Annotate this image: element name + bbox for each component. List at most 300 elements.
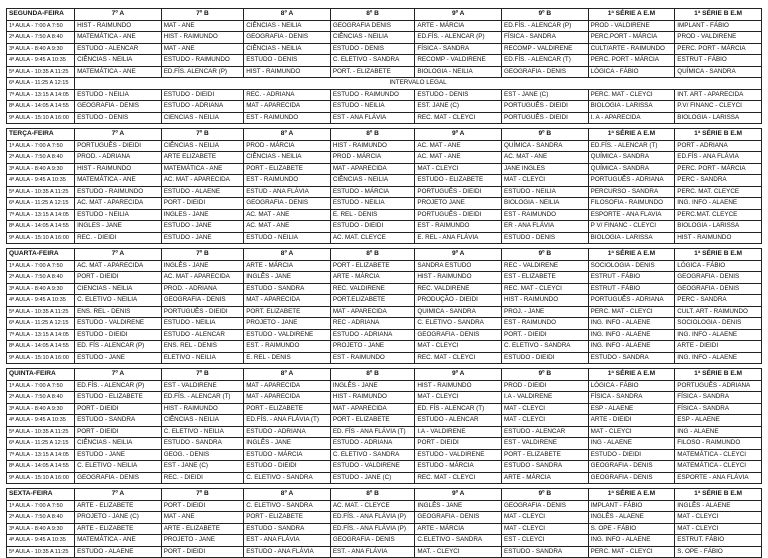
lesson-time: 4ª AULA - 9:45 A 10:35 — [7, 295, 75, 307]
schedule-cell: ESTUDO - ADRIANA — [330, 438, 415, 450]
class-column-header: 9º A — [415, 369, 502, 381]
schedule-cell: C. ELETIVO - SANDRA — [502, 341, 589, 353]
schedule-cell: BIOLOGIA - LARISSA — [675, 221, 762, 233]
schedule-cell: GEOGRAFIA - DENIS — [75, 101, 162, 113]
schedule-cell: PORT - ADRIANA — [675, 140, 762, 152]
lesson-row — [7, 403, 762, 415]
schedule-cell: REC - VALDIRENE — [502, 260, 589, 272]
schedule-cell: EST - ANA FLÁVIA — [330, 112, 415, 124]
schedule-cell: ESTUDO - SANDRA — [75, 415, 162, 427]
schedule-cell: PRODUÇÃO - DIEIDI — [415, 295, 502, 307]
schedule-cell: PROD. - ADRIANA — [161, 283, 244, 295]
lesson-row — [7, 461, 762, 473]
schedule-cell: ELETIVO - NEILIA — [161, 352, 244, 364]
lesson-row — [7, 392, 762, 404]
schedule-cell: HIST - RAIMUNDO — [675, 232, 762, 244]
schedule-cell: INT. ART - APARECIDA — [675, 89, 762, 101]
lesson-time: 7ª AULA - 13:15 A 14:05 — [7, 209, 75, 221]
schedule-cell: C. ELETIVO - SANDRA — [244, 500, 331, 512]
class-column-header: 7º B — [161, 249, 244, 261]
lesson-time: 6ª AULA - 11:25 A 12:15 — [7, 438, 75, 450]
lesson-time: 8ª AULA - 14:05 A 14:55 — [7, 221, 75, 233]
lesson-time: 3ª AULA - 8:40 A 9:30 — [7, 523, 75, 535]
lesson-row — [7, 66, 762, 78]
class-column-header: 1ª SÉRIE A E.M — [588, 489, 675, 501]
class-column-header: 9º A — [415, 129, 502, 141]
lesson-time: 7ª AULA - 13:15 A 14:05 — [7, 329, 75, 341]
schedule-cell: SOCIOLOGIA - DENIS — [675, 318, 762, 330]
schedule-cell: GEOGRAFIA - DENIS — [330, 535, 415, 547]
schedule-cell: MAT - ANE — [161, 512, 244, 524]
schedule-cell: EST - RAIMUNDO — [244, 112, 331, 124]
schedule-cell: AC. MAT - APARECIDA — [75, 198, 162, 210]
schedule-cell: PORT - DIEIDI — [161, 546, 244, 558]
schedule-cell: ED.FÍS. - ALENCAR (T) — [502, 55, 589, 67]
lesson-time: 3ª AULA - 8:40 A 9:30 — [7, 283, 75, 295]
schedule-cell: BIOLOGIA - LARISSA — [675, 112, 762, 124]
schedule-cell: ESTUDO - VALDIRENE — [415, 449, 502, 461]
schedule-cell: PORT - DIEIDI — [75, 426, 162, 438]
schedule-cell: ARTE - MÁRCIA — [330, 272, 415, 284]
schedule-cell: PROD - MÁRCIA — [330, 152, 415, 164]
schedule-cell: MATEMÁTICA - ANE — [75, 66, 162, 78]
schedule-cell: JANE INGLES — [502, 163, 589, 175]
lesson-row — [7, 78, 762, 90]
schedule-cell: ESTUDO - SANDRA — [588, 352, 675, 364]
lesson-time: 8ª AULA - 14:05 A 14:55 — [7, 101, 75, 113]
class-column-header: 8º B — [330, 489, 415, 501]
schedule-cell: ESTRUT - FÁBIO — [588, 272, 675, 284]
schedule-cell: INGLÊS - ALAENE — [675, 500, 762, 512]
lesson-time: 8ª AULA - 14:05 A 14:55 — [7, 341, 75, 353]
lesson-row — [7, 472, 762, 484]
schedule-cell: CIÊNCIAS - NEILIA — [244, 43, 331, 55]
class-column-header: 8º A — [244, 369, 331, 381]
day-header-row — [7, 129, 762, 141]
class-column-header: 8º A — [244, 489, 331, 501]
day-header-row — [7, 369, 762, 381]
schedule-cell: MAT. - CLEYCI — [415, 546, 502, 558]
schedule-cell: QUÍMICA - SANDRA — [588, 152, 675, 164]
schedule-cell: AC. MAT. CLEYCE — [330, 232, 415, 244]
schedule-cell: MAT - APARECIDA — [244, 392, 331, 404]
lesson-row — [7, 295, 762, 307]
schedule-cell: EST. - ANA FLÁVIA — [330, 546, 415, 558]
lesson-row — [7, 512, 762, 524]
schedule-cell: PORTUGUÊS - DIEIDI — [502, 112, 589, 124]
lesson-time: 4ª AULA - 9:45 A 10:35 — [7, 55, 75, 67]
schedule-cell: ESTRUT - FÁBIO — [675, 55, 762, 67]
lesson-row — [7, 329, 762, 341]
schedule-cell: INGLES - JANE — [75, 221, 162, 233]
schedule-cell: ESTUD - ANA FLÁVIA — [244, 186, 331, 198]
schedule-cell: ESTUDO - DENIS — [415, 89, 502, 101]
class-column-header: 9º B — [502, 9, 589, 21]
lesson-row — [7, 55, 762, 67]
lesson-time: 4ª AULA - 9:45 A 10:35 — [7, 535, 75, 547]
schedule-cell: PERC. MAT - CLEYCI — [588, 306, 675, 318]
lesson-time: 7ª AULA - 13:15 A 14:05 — [7, 89, 75, 101]
schedule-cell: ARTE - ELIZABETE — [75, 523, 162, 535]
lesson-row — [7, 163, 762, 175]
schedule-cell: ESTUDO - VALDIRENE — [244, 329, 331, 341]
schedule-cell: C.ELETIVO - SANDRA — [415, 535, 502, 547]
schedule-cell: EST - RAIMUNDO — [415, 221, 502, 233]
schedule-cell: ING. INFO - ALAENE — [588, 341, 675, 353]
schedule-cell: INGLÊS - JANE — [415, 500, 502, 512]
schedule-cell: MAT - ANE — [161, 20, 244, 32]
schedule-cell: AC. MAT - ANE — [244, 221, 331, 233]
schedule-cell: PROD - VALDIRENE — [588, 20, 675, 32]
schedule-cell: MAT - APARECIDA — [330, 403, 415, 415]
schedule-cell: ESTUDO - JANE — [75, 352, 162, 364]
schedule-cell: EST - RAIMUNDO — [502, 209, 589, 221]
schedule-cell: PERC - SANDRA — [675, 295, 762, 307]
day-header-row — [7, 489, 762, 501]
schedule-cell: MATEMÁTICA - ANE — [75, 535, 162, 547]
schedule-cell: PORT - ELIZABETE — [244, 403, 331, 415]
schedule-cell: ESTUDO - DIEIDI — [75, 329, 162, 341]
schedule-cell: I.A - VALDIRENE — [502, 392, 589, 404]
schedule-cell: PERCURSO - SANDRA — [588, 186, 675, 198]
schedule-cell: QUIMICA - SANDRA — [415, 306, 502, 318]
schedule-cell: ESTUDO - JANE — [161, 221, 244, 233]
schedule-cell: C. ELETIVO - SANDRA — [330, 449, 415, 461]
schedule-cell: ED. FÍS - ALENCAR (T) — [415, 403, 502, 415]
class-column-header: 1ª SÉRIE A E.M — [588, 129, 675, 141]
day-name: SEGUNDA-FEIRA — [7, 9, 75, 21]
schedule-cell: ESTUDO - JANE — [75, 449, 162, 461]
schedule-cell: HIST - RAIMUNDO — [244, 66, 331, 78]
schedule-cell: ED.FÍS. - ANA FLÁVIA (P) — [330, 512, 415, 524]
schedule-cell: PORT - ELIZABETE — [244, 163, 331, 175]
schedule-cell: ED.FÍS. - ANA FLÁVIA (P) — [330, 523, 415, 535]
lesson-time: 9ª AULA - 15:10 A 16:00 — [7, 472, 75, 484]
class-column-header: 1ª SÉRIE B E.M — [675, 129, 762, 141]
lesson-time: 7ª AULA - 13:15 A 14:05 — [7, 449, 75, 461]
schedule-cell: ESTUDO - ALENCAR — [502, 426, 589, 438]
schedule-cell: QUÍMICA - SANDRA — [502, 140, 589, 152]
lesson-row — [7, 535, 762, 547]
schedule-cell: AC. MAT - ANE — [502, 152, 589, 164]
schedule-cell: REC. MAT - CLEYCI — [415, 352, 502, 364]
schedule-cell: PROD - DIEIDI — [502, 380, 589, 392]
schedule-cell: ESTUDO - NEILIA — [161, 318, 244, 330]
schedule-cell: GEOGRAFIA - DENIS — [502, 500, 589, 512]
lesson-row — [7, 546, 762, 558]
schedule-cell: PROD - MÁRCIA — [244, 140, 331, 152]
day-name: SEXTA-FEIRA — [7, 489, 75, 501]
schedule-cell: ING. INFO - ALAENE — [588, 329, 675, 341]
lesson-row — [7, 341, 762, 353]
lesson-time: 3ª AULA - 8:40 A 9:30 — [7, 163, 75, 175]
day-header-row — [7, 9, 762, 21]
schedule-cell: LÓGICA - FÁBIO — [675, 260, 762, 272]
schedule-cell: REC. - DIEIDI — [75, 232, 162, 244]
class-column-header: 9º B — [502, 249, 589, 261]
schedule-cell: EST - CLEYCI — [502, 535, 589, 547]
class-column-header: 8º A — [244, 9, 331, 21]
schedule-cell: PERC. PORT - MÁRCIA — [675, 163, 762, 175]
schedule-cell: S. OPE - FÁBIO — [588, 523, 675, 535]
schedule-cell: MAT - CLEYCI — [502, 523, 589, 535]
schedule-cell: FILOSO - RAIMUNDO — [675, 438, 762, 450]
schedule-cell: C. ELETIVO - SANDRA — [244, 472, 331, 484]
lesson-time: 6ª AULA - 11:25 A 12:15 — [7, 198, 75, 210]
schedule-cell: REC. MAT - CLEYCI — [502, 283, 589, 295]
schedule-cell: ESTRUT - FÁBIO — [588, 283, 675, 295]
lesson-time: 5ª AULA - 10:35 A 11:25 — [7, 306, 75, 318]
schedule-cell: PORT. - ELIZABETE — [330, 66, 415, 78]
schedule-cell: ARTE - MÁRCIA — [415, 20, 502, 32]
lesson-time: 9ª AULA - 15:10 A 16:00 — [7, 352, 75, 364]
lesson-row — [7, 352, 762, 364]
schedule-cell: PROJ. - JANE — [502, 306, 589, 318]
lesson-time: 9ª AULA - 15:10 A 16:00 — [7, 112, 75, 124]
day-table — [6, 8, 762, 124]
schedule-cell: PERC - SANDRA — [675, 175, 762, 187]
class-column-header: 7º A — [75, 129, 162, 141]
schedule-cell: ESTRUT. FÁBIO — [675, 535, 762, 547]
schedule-cell: AC. MAT - APARECIDA — [161, 175, 244, 187]
schedule-cell: IMPLANT - FÁBIO — [588, 500, 675, 512]
schedule-cell: ING. INFO - ALAENE — [588, 318, 675, 330]
schedule-cell: HIST - RAIMUNDO — [330, 392, 415, 404]
lesson-time: 8ª AULA - 14:05 A 14:55 — [7, 461, 75, 473]
schedule-cell: AC. MAT. - CLEYCE — [330, 500, 415, 512]
schedule-cell: E. REL - ANA FLÁVIA — [415, 232, 502, 244]
schedule-cell: ING - ALAENE — [675, 426, 762, 438]
schedule-cell: ESTUDO - JANE — [161, 232, 244, 244]
lesson-time: 1ª AULA - 7:00 A 7:50 — [7, 500, 75, 512]
schedule-cell: QUÍMICA - SANDRA — [675, 66, 762, 78]
lesson-time: 5ª AULA - 10:35 A 11:25 — [7, 546, 75, 558]
schedule-cell: PORT - ELIZABETE — [330, 260, 415, 272]
schedule-cell: PERC. PORT - MÁRCIA — [675, 43, 762, 55]
schedule-cell: GEOGRAFIA - DENIS — [415, 329, 502, 341]
class-column-header: 1ª SÉRIE A E.M — [588, 249, 675, 261]
schedule-cell: ESTUDO - DIEIDI — [161, 89, 244, 101]
schedule-cell: ESTUDO - SANDRA — [502, 461, 589, 473]
schedule-cell: ESTUDO - ELIZABETE — [75, 392, 162, 404]
day-name: TERÇA-FEIRA — [7, 129, 75, 141]
schedule-cell: FILOSOFIA - RAIMUNDO — [588, 198, 675, 210]
schedule-cell: PORT. - DIEIDI — [502, 329, 589, 341]
schedule-cell: EST - ANA FLÁVIA — [244, 535, 331, 547]
schedule-cell: FÍSICA - SANDRA — [675, 403, 762, 415]
lesson-time: 2ª AULA - 7:50 A 8:40 — [7, 32, 75, 44]
class-column-header: 1ª SÉRIE B E.M — [675, 369, 762, 381]
schedule-cell: C. ELETIVO - NEILIA — [161, 426, 244, 438]
lesson-time: 6ª AULA - 11:25 A 12:15 — [7, 78, 75, 90]
schedule-cell: AC. MAT - APARECIDA — [75, 260, 162, 272]
schedule-cell: MAT - CLEYCI — [415, 341, 502, 353]
lesson-time: 2ª AULA - 7:50 A 8:40 — [7, 512, 75, 524]
schedule-cell: CIÊNCIAS - NEILIA — [330, 32, 415, 44]
schedule-cell: ESTUDO - ADRIANA — [161, 101, 244, 113]
lesson-row — [7, 152, 762, 164]
schedule-cell: ING - ALAENE — [588, 438, 675, 450]
schedule-cell: INGLÊS - ALAENE — [588, 512, 675, 524]
schedule-cell: ESTUDO - DENIS — [502, 232, 589, 244]
schedule-cell: ESTUDO - JANE (C) — [330, 472, 415, 484]
schedule-cell: HIST - RAIMUNDO — [75, 20, 162, 32]
schedule-cell: ESTUDO - DENIS — [330, 43, 415, 55]
schedule-cell: ESTUDO - DIEIDI — [588, 449, 675, 461]
schedule-cell: I.A - VALDIRENE — [415, 426, 502, 438]
class-column-header: 9º A — [415, 9, 502, 21]
schedule-cell: FÍSICA - SANDRA — [502, 32, 589, 44]
schedule-cell: CIÊNCIAS - NEILIA — [75, 55, 162, 67]
schedule-cell: ESTUDO - ADRIANA — [330, 329, 415, 341]
schedule-cell: CULT/ARTE - RAIMUNDO — [588, 43, 675, 55]
schedule-cell: ESTUDO - SANDRA — [244, 523, 331, 535]
schedule-cell: ED. FÍS - ANA FLÁVIA (T) — [330, 426, 415, 438]
schedule-cell: PORTUGUÊS - ADRIANA — [675, 380, 762, 392]
lesson-time: 3ª AULA - 8:40 A 9:30 — [7, 403, 75, 415]
class-column-header: 7º B — [161, 489, 244, 501]
lesson-row — [7, 209, 762, 221]
schedule-cell: ESTUDO - MÁRCIA — [330, 186, 415, 198]
schedule-cell: EST - RAIMUNDO — [502, 318, 589, 330]
schedule-cell: PROJETO - JANE — [330, 341, 415, 353]
schedule-cell: HIST - RAIMUNDO — [75, 163, 162, 175]
day-name: QUINTA-FEIRA — [7, 369, 75, 381]
lesson-time: 2ª AULA - 7:50 A 8:40 — [7, 272, 75, 284]
schedule-cell: MATEMÁTICA - CLEYCI — [675, 449, 762, 461]
schedule-cell: GEOGRAFIA - DENIS — [244, 32, 331, 44]
schedule-cell: ESTUDO - RAIMUNDO — [161, 55, 244, 67]
schedule-cell: ARTE - MÁRCIA — [415, 523, 502, 535]
schedule-cell: PROJETO - JANE (C) — [75, 512, 162, 524]
schedule-cell: PORT - ELIZABETE — [330, 415, 415, 427]
schedule-cell: ESTUDO - NEILIA — [75, 89, 162, 101]
schedule-cell: REC. - DIEIDI — [161, 472, 244, 484]
schedule-cell: ESTUDO - MÁRCIA — [415, 461, 502, 473]
class-column-header: 9º A — [415, 249, 502, 261]
schedule-cell: C. ELETIVO - NEILIA — [75, 461, 162, 473]
lesson-time: 5ª AULA - 10:35 A 11:25 — [7, 66, 75, 78]
schedule-cell: ESTUDO - VALDIRENE — [330, 461, 415, 473]
schedule-cell: ESTUDO - ANA FLÁVIA — [244, 546, 331, 558]
class-column-header: 8º B — [330, 9, 415, 21]
schedule-cell: ARTE - MÁRCIA — [244, 260, 331, 272]
schedule-cell: EST - VALDIRENE — [161, 380, 244, 392]
schedule-cell: PORT - DIEIDI — [161, 500, 244, 512]
schedule-cell: PORTUGUÊS - DIEIDI — [161, 306, 244, 318]
break-cell: INTERVALO LEGAL — [75, 78, 762, 90]
lesson-row — [7, 186, 762, 198]
schedule-cell: INGLÊS - JANE — [244, 272, 331, 284]
schedule-cell: MAT - CLEYCI — [675, 523, 762, 535]
schedule-cell: AC. MAT - ANE — [415, 140, 502, 152]
schedule-cell: ESTUDO - DIEIDI — [330, 221, 415, 233]
schedule-cell: EST - RAIMUNDO — [244, 175, 331, 187]
schedule-cell: ING. INFO - ALAENE — [588, 535, 675, 547]
lesson-row — [7, 20, 762, 32]
schedule-cell: MAT - APARECIDA — [244, 101, 331, 113]
lesson-row — [7, 260, 762, 272]
schedule-cell: MATEMÁTICA - ANE — [75, 175, 162, 187]
schedule-cell: ING. INFO - ALAENE — [675, 352, 762, 364]
schedule-cell: PORTUGUÊS - DIEIDI — [502, 101, 589, 113]
schedule-cell: ESTUDO - SANDRA — [161, 438, 244, 450]
schedule-cell: MAT - CLEYCI — [588, 426, 675, 438]
lesson-row — [7, 415, 762, 427]
schedule-cell: PROD. - ADRIANA — [75, 152, 162, 164]
schedule-cell: REC. - ADRIANA — [244, 89, 331, 101]
schedule-cell: ESTUDO - RAIMUNDO — [330, 89, 415, 101]
schedule-cell: ESTUDO - RAIMUNDO — [75, 186, 162, 198]
schedule-cell: ESTUDO - ALENCAR — [415, 415, 502, 427]
day-header-row — [7, 249, 762, 261]
schedule-cell: PORTUGUÊS - ADRIANA — [588, 295, 675, 307]
schedule-cell: REC - ADRIANA — [330, 318, 415, 330]
schedule-cell: HIST - RAIMUNDO — [415, 272, 502, 284]
schedule-cell: SOCIOLOGIA - DENIS — [588, 260, 675, 272]
schedule-cell: PROJETO - JANE — [244, 318, 331, 330]
schedule-cell: ER - ANA FLÁVIA — [502, 221, 589, 233]
schedule-cell: GEOGRAFIA DENIS — [330, 20, 415, 32]
lesson-row — [7, 500, 762, 512]
schedule-cell: PROJETO JANE — [415, 198, 502, 210]
schedule-cell: PORTUGUÊS - DIEIDI — [75, 140, 162, 152]
schedule-cell: ENS. REL - DENIS — [161, 341, 244, 353]
schedule-cell: REC. MAT - CLEYCI — [415, 472, 502, 484]
schedule-cell: FÍSICA - SANDRA — [415, 43, 502, 55]
schedule-cell: INGLÊS - JANE — [161, 260, 244, 272]
schedule-cell: EST - JANE (C) — [502, 89, 589, 101]
schedule-cell: AC. MAT - ANE — [415, 152, 502, 164]
lesson-time: 1ª AULA - 7:00 A 7:50 — [7, 260, 75, 272]
schedule-cell: GEOGRAFIA - DENIS — [675, 283, 762, 295]
day-name: QUARTA-FEIRA — [7, 249, 75, 261]
schedule-cell: ARTE - DIEIDI — [588, 415, 675, 427]
schedule-cell: PORT - DIEIDI — [415, 438, 502, 450]
schedule-cell: MAT - APARECIDA — [330, 163, 415, 175]
schedule-cell: MAT - CLEYCI — [502, 415, 589, 427]
schedule-cell: ED.FÍS. ALENCAR (P) — [161, 66, 244, 78]
schedule-cell: EST - VALDIRENE — [502, 438, 589, 450]
schedule-cell: E. REL - DENIS — [330, 209, 415, 221]
schedule-cell: CIENCIAS - NEILIA — [75, 283, 162, 295]
class-column-header: 7º A — [75, 489, 162, 501]
class-column-header: 1ª SÉRIE A E.M — [588, 9, 675, 21]
schedule-cell: GEOGRAFIA - DENIS — [415, 512, 502, 524]
schedule-cell: CIÊNCIAS - NEILIA — [244, 20, 331, 32]
lesson-time: 1ª AULA - 7:00 A 7:50 — [7, 380, 75, 392]
schedule-cell: CIÊNCIAS - NEILIA — [75, 438, 162, 450]
schedule-cell: PERC.MAT. CLEYCE — [675, 209, 762, 221]
schedule-cell: PORT - ELIZABETE — [502, 449, 589, 461]
schedule-cell: ARTE - ELIZABETE — [161, 523, 244, 535]
class-column-header: 8º B — [330, 369, 415, 381]
schedule-cell: QUÍMICA - SANDRA — [588, 163, 675, 175]
lesson-time: 1ª AULA - 7:00 A 7:50 — [7, 140, 75, 152]
schedule-cell: MAT - APARECIDA — [244, 380, 331, 392]
schedule-cell: ARTE ELIZABETE — [161, 152, 244, 164]
class-column-header: 9º A — [415, 489, 502, 501]
lesson-row — [7, 43, 762, 55]
schedule-cell: PERC.PORT - MÁRCIA — [588, 32, 675, 44]
schedule-cell: ESTUDO - NEILIA — [330, 198, 415, 210]
class-column-header: 9º B — [502, 369, 589, 381]
class-column-header: 1ª SÉRIE B E.M — [675, 9, 762, 21]
lesson-row — [7, 89, 762, 101]
class-column-header: 8º A — [244, 249, 331, 261]
class-column-header: 7º A — [75, 9, 162, 21]
schedule-cell: CIÊNCIAS - NEILIA — [161, 415, 244, 427]
